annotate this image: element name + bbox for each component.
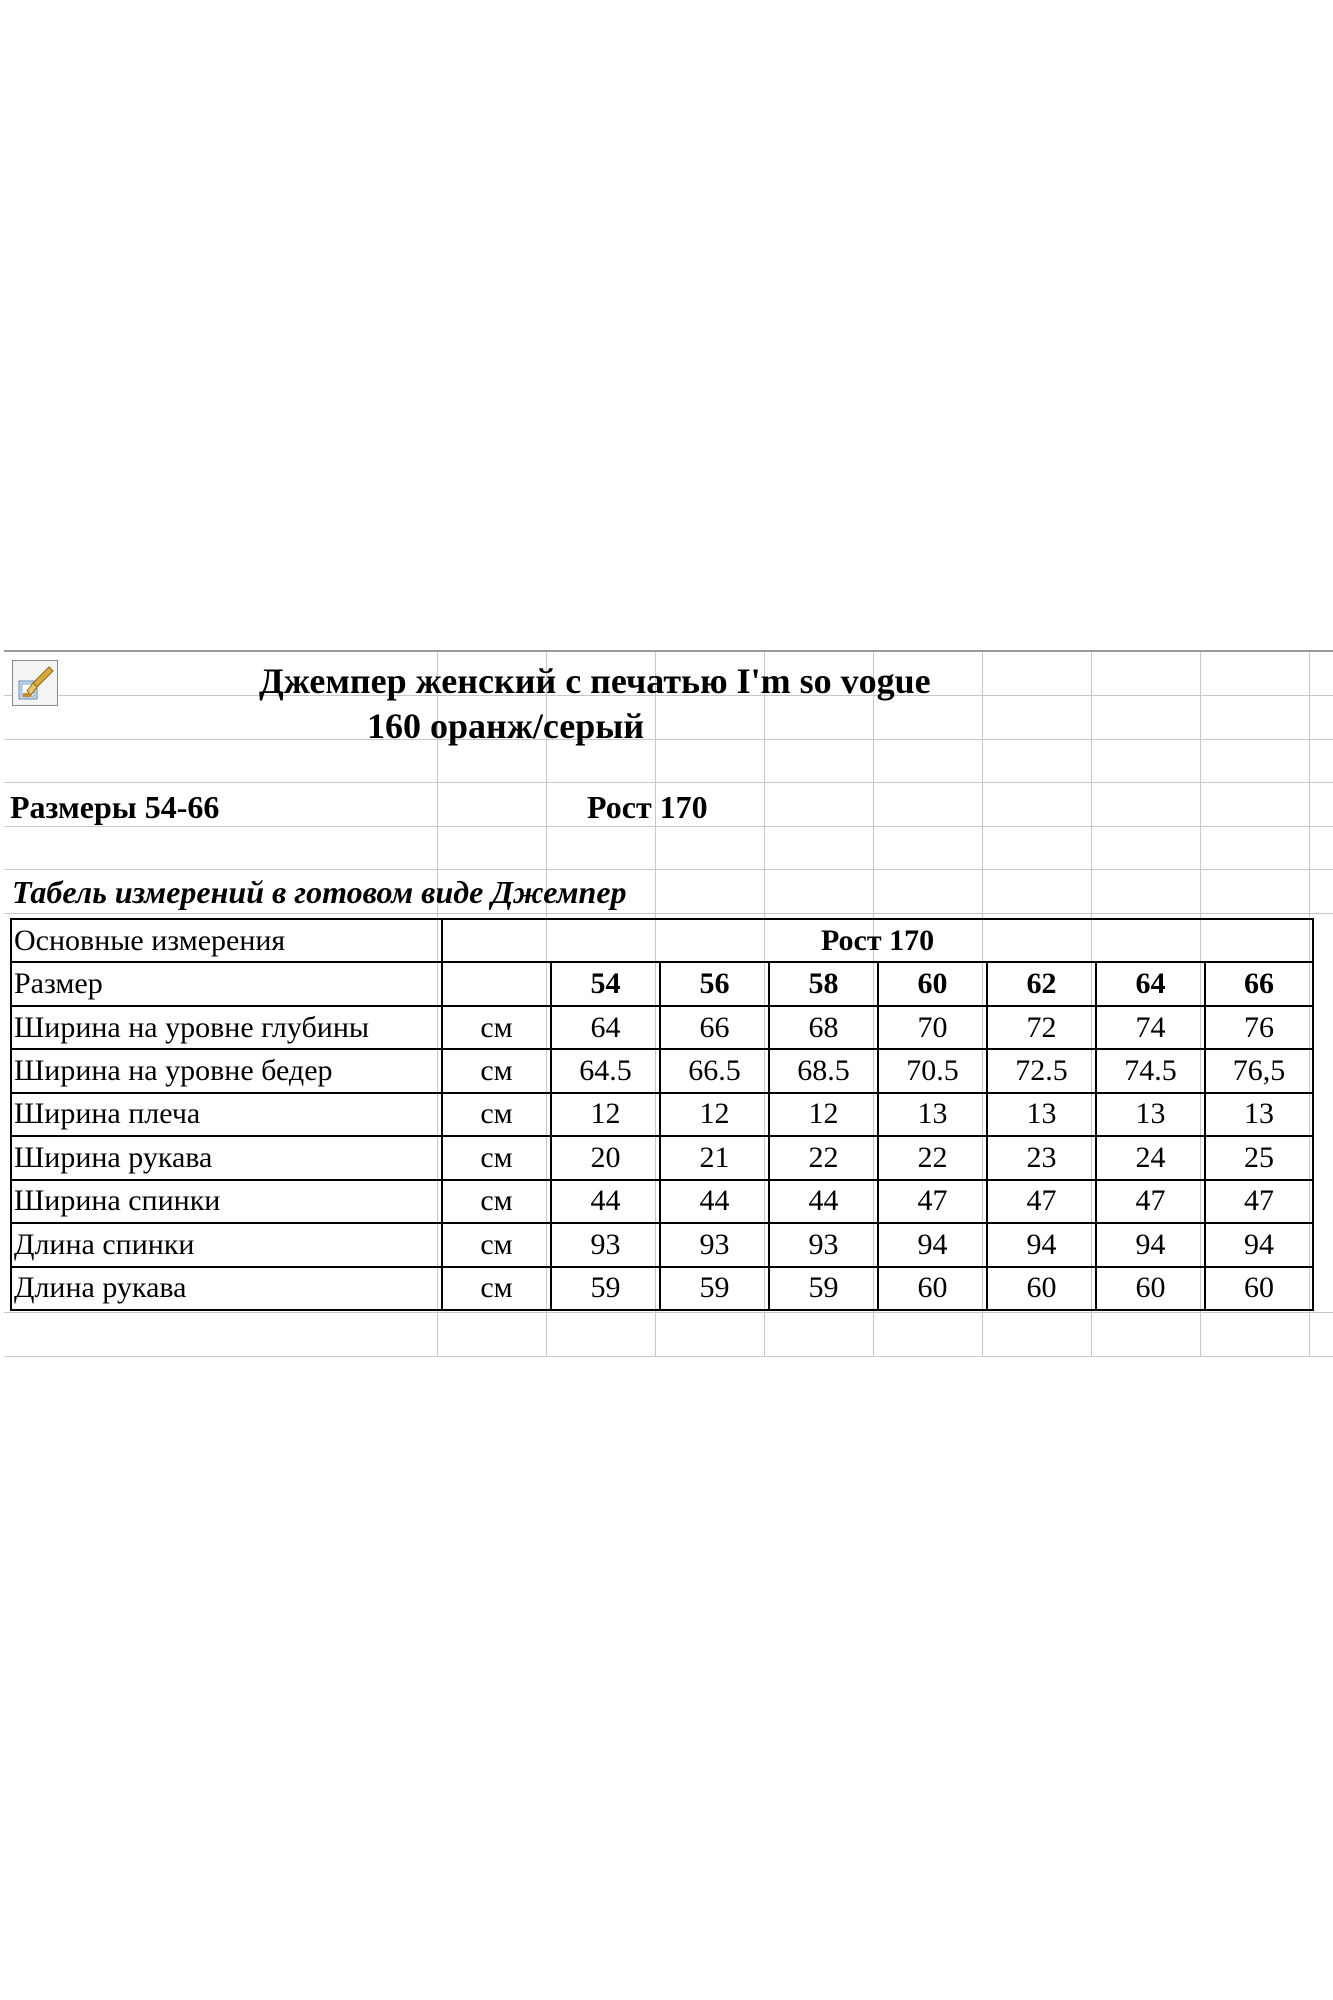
value-cell: 93 [551, 1223, 660, 1266]
value-cell: 20 [551, 1136, 660, 1179]
value-cell: 12 [660, 1093, 769, 1136]
row-label: Ширина спинки [11, 1180, 442, 1223]
row-label: Длина рукава [11, 1267, 442, 1311]
value-cell: 22 [878, 1136, 987, 1179]
size-cell: 64 [1096, 962, 1205, 1005]
table-row [11, 1136, 1313, 1179]
unit-cell: см [442, 1049, 551, 1092]
value-cell: 94 [878, 1223, 987, 1266]
value-cell: 60 [1205, 1267, 1313, 1311]
unit-cell: см [442, 1223, 551, 1266]
value-cell: 66.5 [660, 1049, 769, 1092]
size-cell: 60 [878, 962, 987, 1005]
value-cell: 66 [660, 1006, 769, 1049]
size-cell: 66 [1205, 962, 1313, 1005]
value-cell: 68.5 [769, 1049, 878, 1092]
value-cell: 12 [769, 1093, 878, 1136]
size-cell: 62 [987, 962, 1096, 1005]
value-cell: 13 [987, 1093, 1096, 1136]
value-cell: 25 [1205, 1136, 1313, 1179]
table-subtitle: Табель измерений в готовом виде Джемпер [12, 874, 627, 910]
table-header-row [11, 919, 1313, 962]
paste-options-icon[interactable] [12, 660, 58, 706]
value-cell: 12 [551, 1093, 660, 1136]
unit-cell: см [442, 1267, 551, 1311]
product-title: Джемпер женский с печатью I'm so vogue [259, 661, 931, 701]
value-cell: 60 [878, 1267, 987, 1311]
value-cell: 93 [769, 1223, 878, 1266]
height-header-cell: Рост 170 [442, 919, 1313, 962]
value-cell: 13 [1096, 1093, 1205, 1136]
value-cell: 72 [987, 1006, 1096, 1049]
size-cell: 56 [660, 962, 769, 1005]
unit-cell: см [442, 1093, 551, 1136]
size-row [11, 962, 1313, 1005]
value-cell: 94 [987, 1223, 1096, 1266]
value-cell: 23 [987, 1136, 1096, 1179]
table-row [11, 1223, 1313, 1266]
value-cell: 64 [551, 1006, 660, 1049]
size-cell: 58 [769, 962, 878, 1005]
value-cell: 47 [1096, 1180, 1205, 1223]
value-cell: 24 [1096, 1136, 1205, 1179]
unit-cell-empty [442, 962, 551, 1005]
table-row [11, 1049, 1313, 1092]
row-label: Длина спинки [11, 1223, 442, 1266]
value-cell: 76,5 [1205, 1049, 1313, 1092]
value-cell: 59 [769, 1267, 878, 1311]
value-cell: 47 [1205, 1180, 1313, 1223]
value-cell: 72.5 [987, 1049, 1096, 1092]
size-cell: 54 [551, 962, 660, 1005]
value-cell: 70 [878, 1006, 987, 1049]
value-cell: 13 [1205, 1093, 1313, 1136]
value-cell: 47 [987, 1180, 1096, 1223]
row-label: Ширина плеча [11, 1093, 442, 1136]
value-cell: 68 [769, 1006, 878, 1049]
value-cell: 22 [769, 1136, 878, 1179]
value-cell: 59 [551, 1267, 660, 1311]
brush-icon [13, 661, 57, 705]
gridline [4, 869, 1333, 870]
value-cell: 70.5 [878, 1049, 987, 1092]
gridline [4, 826, 1333, 827]
row-label: Ширина на уровне глубины [11, 1006, 442, 1049]
value-cell: 13 [878, 1093, 987, 1136]
measurements-table [10, 918, 1314, 1311]
gridline [4, 1312, 1333, 1313]
size-row-label: Размер [11, 962, 442, 1005]
value-cell: 94 [1096, 1223, 1205, 1266]
value-cell: 44 [551, 1180, 660, 1223]
value-cell: 93 [660, 1223, 769, 1266]
row-label: Ширина рукава [11, 1136, 442, 1179]
value-cell: 74.5 [1096, 1049, 1205, 1092]
table-row [11, 1180, 1313, 1223]
gridline [4, 782, 1333, 783]
unit-cell: см [442, 1180, 551, 1223]
value-cell: 44 [769, 1180, 878, 1223]
spreadsheet-area [4, 650, 1333, 1357]
header-label-cell: Основные измерения [11, 919, 442, 962]
value-cell: 60 [987, 1267, 1096, 1311]
value-cell: 94 [1205, 1223, 1313, 1266]
height-label: Рост 170 [587, 789, 708, 825]
table-row [11, 1093, 1313, 1136]
table-row [11, 1006, 1313, 1049]
value-cell: 21 [660, 1136, 769, 1179]
product-color: 160 оранж/серый [367, 706, 645, 746]
value-cell: 47 [878, 1180, 987, 1223]
gridline [4, 913, 1333, 914]
unit-cell: см [442, 1006, 551, 1049]
gridline [4, 739, 1333, 740]
unit-cell: см [442, 1136, 551, 1179]
value-cell: 74 [1096, 1006, 1205, 1049]
value-cell: 59 [660, 1267, 769, 1311]
table-row [11, 1267, 1313, 1311]
value-cell: 60 [1096, 1267, 1205, 1311]
sizes-range: Размеры 54-66 [10, 789, 220, 825]
gridline [4, 1356, 1333, 1357]
value-cell: 76 [1205, 1006, 1313, 1049]
value-cell: 64.5 [551, 1049, 660, 1092]
value-cell: 44 [660, 1180, 769, 1223]
row-label: Ширина на уровне бедер [11, 1049, 442, 1092]
